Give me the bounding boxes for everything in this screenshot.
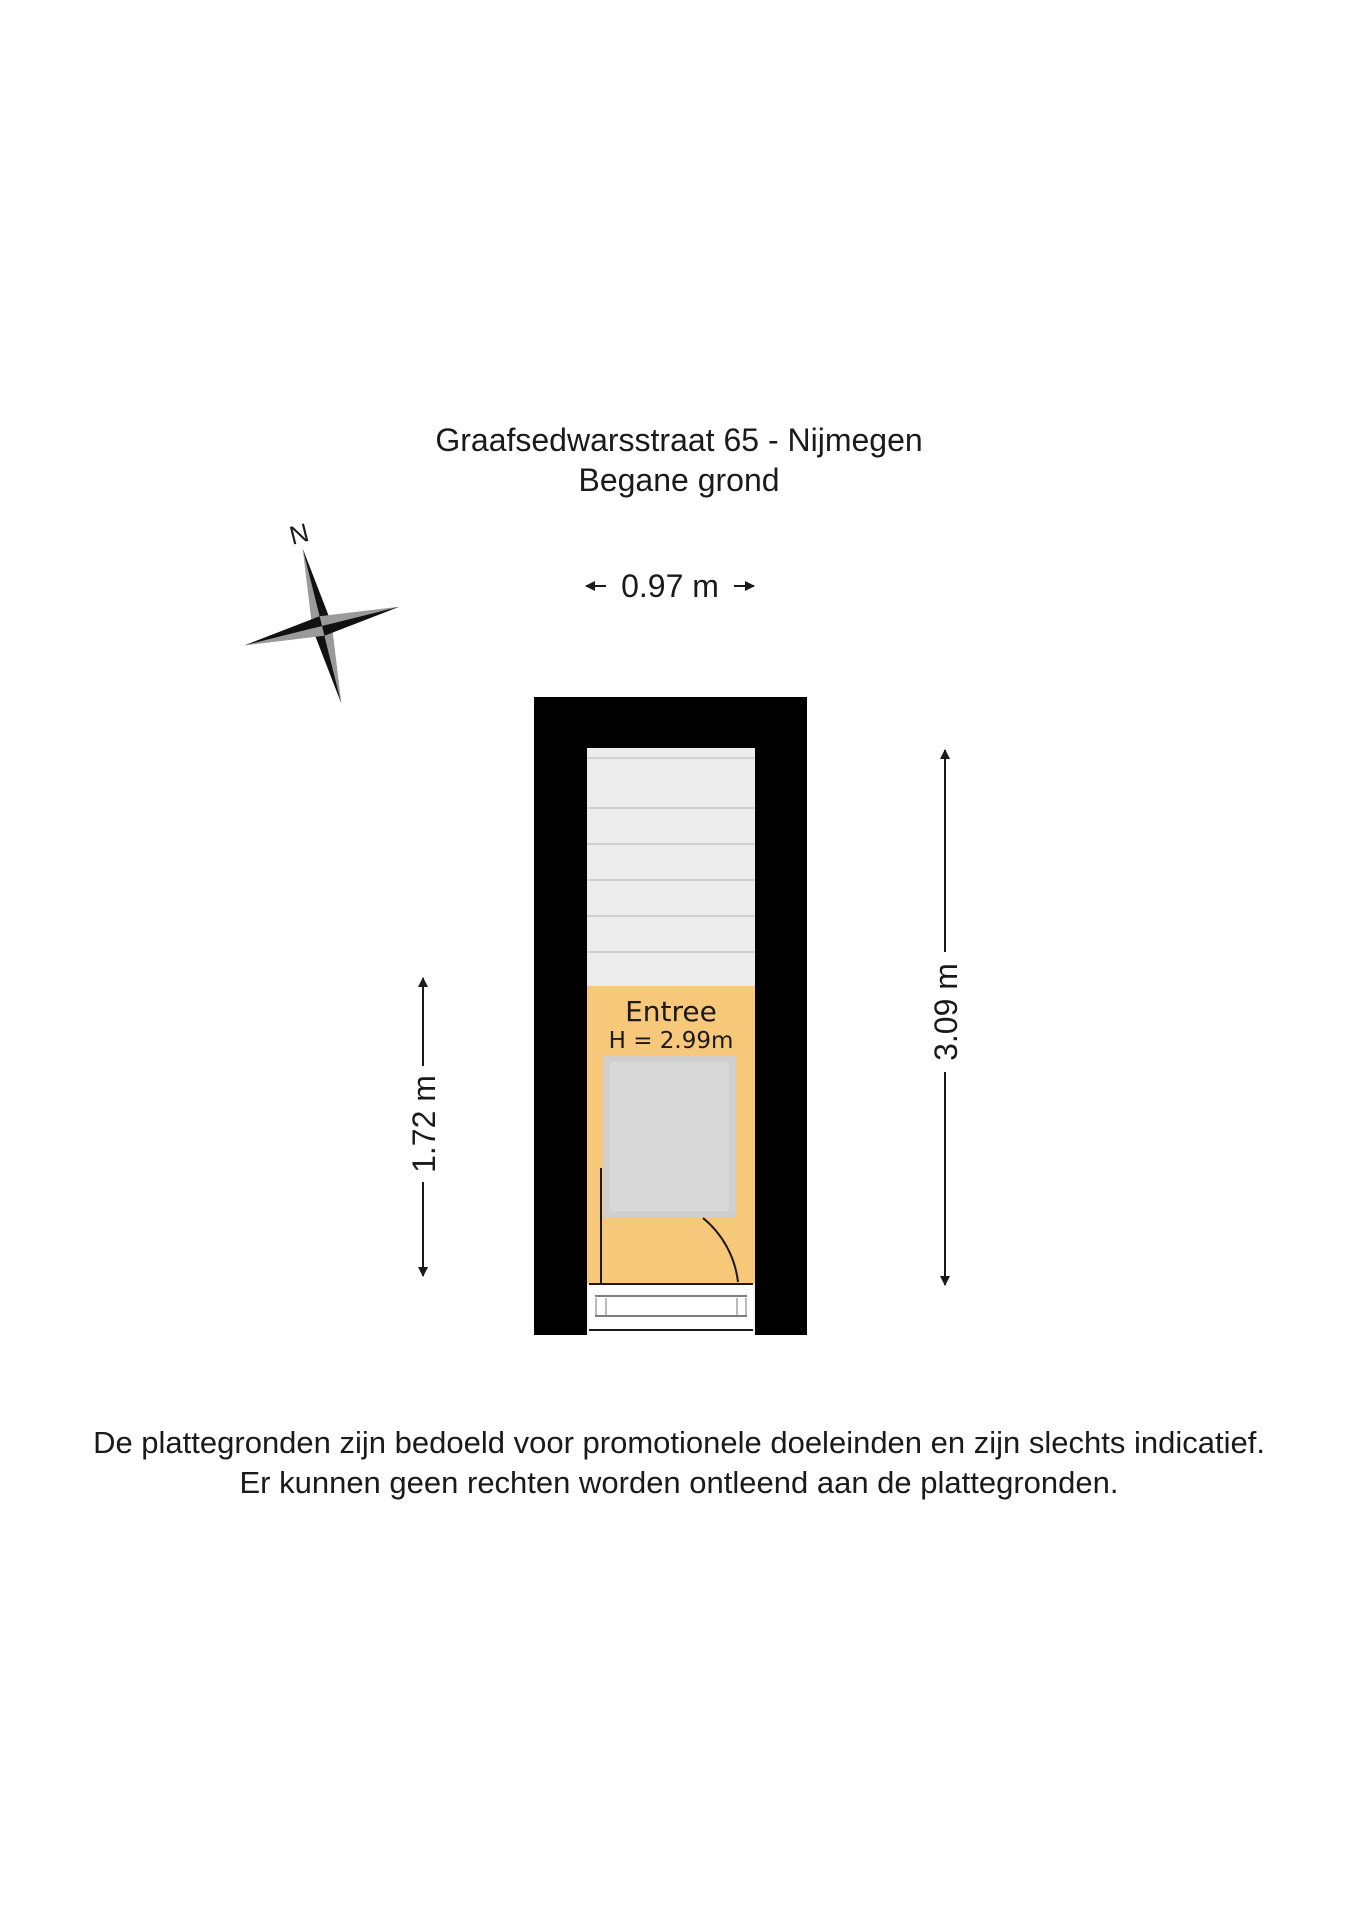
address-title: Graafsedwarsstraat 65 - Nijmegen <box>435 422 923 458</box>
compass-north-label: N <box>286 516 312 551</box>
doormat <box>603 1055 736 1218</box>
compass-icon <box>218 500 419 723</box>
entree-length-label: 1.72 m <box>406 1075 442 1173</box>
width-dimension <box>586 568 754 604</box>
entrance-threshold <box>589 1284 753 1335</box>
total-length-label: 3.09 m <box>928 963 964 1061</box>
disclaimer-line-2: Er kunnen geen rechten worden ontleend aan de plattegronden. <box>239 1465 1119 1500</box>
disclaimer-line-1: De plattegronden zijn bedoeld voor promotionele doeleinden en zijn slechts indicatief. <box>93 1425 1265 1460</box>
width-dimension-label: 0.97 m <box>621 568 719 604</box>
entree-length-dimension <box>406 978 442 1276</box>
room-height-label: H = 2.99m <box>608 1028 734 1054</box>
staircase <box>587 748 755 986</box>
total-length-dimension <box>928 750 964 1285</box>
room-name-label: Entree <box>625 995 717 1028</box>
floor-title: Begane grond <box>578 462 780 498</box>
